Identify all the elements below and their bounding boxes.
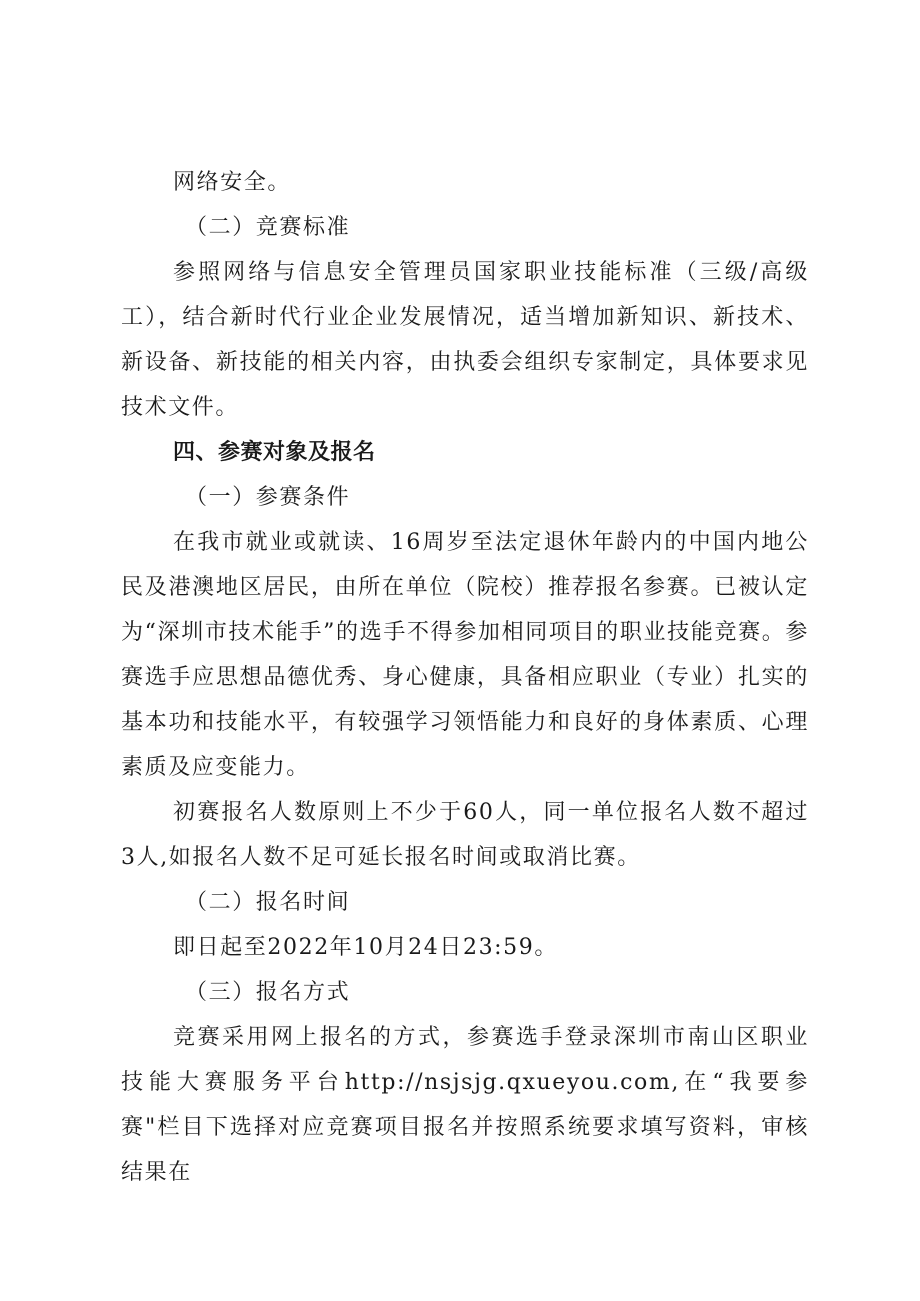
paragraph-registration-method: 竞赛采用网上报名的方式，参赛选手登录深圳市南山区职业技能大赛服务平台http://nsjsjg.qxueyou.com,在“我要参赛"栏目下选择对应竞赛项目报名并按照系统要求填写资料，审核结果在 bbox=[121, 1025, 809, 1185]
subheading-registration-time: （二）报名时间 bbox=[185, 890, 351, 915]
paragraph-conditions: 在我市就业或就读、16周岁至法定退休年龄内的中国内地公民及港澳地区居民，由所在单位（院校）推荐报名参赛。已被认定为“深圳市技术能手”的选手不得参加相同项目的职业技能竞赛。参赛选手应思想品德优秀、身心健康，具备相应职业（专业）扎实的基本功和技能水平，有较强学习领悟能力和良好的身体素质、心理素质及应变能力。 bbox=[121, 530, 809, 780]
subheading-conditions: （一）参赛条件 bbox=[185, 485, 351, 510]
document-body bbox=[121, 160, 809, 1195]
subheading-competition-standard: （二）竞赛标准 bbox=[185, 215, 351, 240]
paragraph-participant-numbers: 初赛报名人数原则上不少于60人，同一单位报名人数不超过3人,如报名人数不足可延长报名时间或取消比赛。 bbox=[121, 800, 809, 870]
paragraph-standard: 参照网络与信息安全管理员国家职业技能标准（三级/高级工），结合新时代行业企业发展情况，适当增加新知识、新技术、新设备、新技能的相关内容，由执委会组织专家制定，具体要求见技术文件。 bbox=[121, 260, 809, 420]
subheading-registration-method: （三）报名方式 bbox=[185, 980, 351, 1005]
paragraph-registration-time: 即日起至2022年10月24日23:59。 bbox=[173, 935, 558, 960]
section-heading-participants-registration: 四、参赛对象及报名 bbox=[173, 440, 376, 465]
paragraph-continuation: 网络安全。 bbox=[173, 170, 292, 195]
